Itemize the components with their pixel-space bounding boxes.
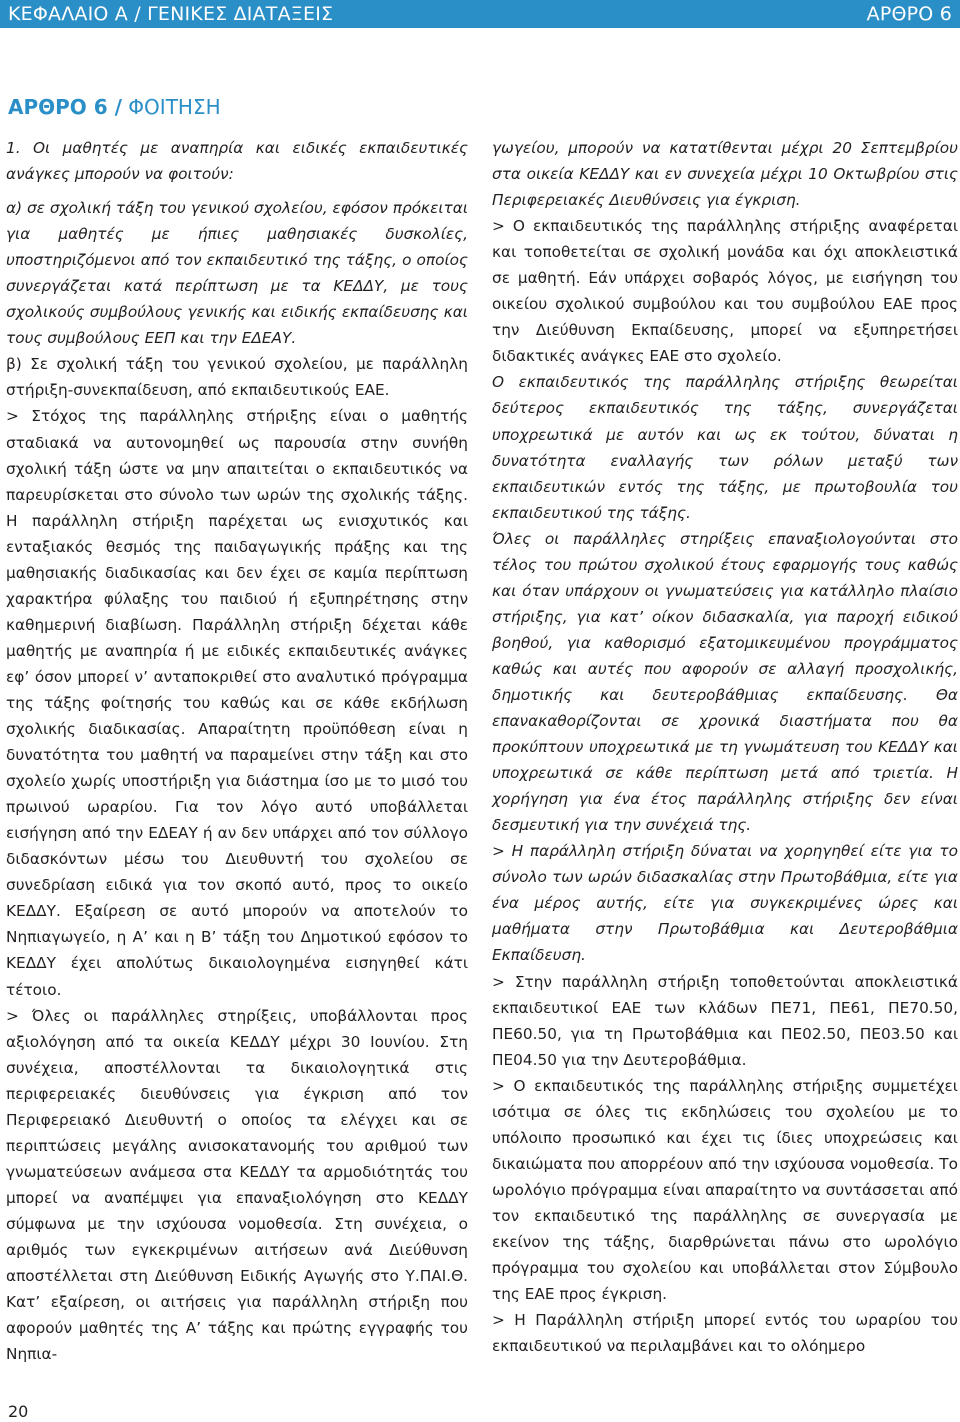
- chapter-title: ΚΕΦΑΛΑΙΟ Α / ΓΕΝΙΚΕΣ ΔΙΑΤΑΞΕΙΣ: [8, 3, 334, 25]
- paragraph-all-day: > Η Παράλληλη στήριξη μπορεί εντός του ωραρίου του εκπαιδευτικού να περιλαμβάνει και το ολόημερο: [492, 1311, 958, 1356]
- article-topic: ΦΟΙΤΗΣΗ: [121, 95, 221, 119]
- article-label: ΑΡΘΡΟ 6: [866, 3, 952, 25]
- paragraph-reevaluation: Όλες οι παράλληλες στηρίξεις επαναξιολογούνται στο τέλος του πρώτου σχολικού έτους εφαρμογής τους καθώς και όταν υπάρχουν οι γνωματεύσεις για κατάλληλο πλαίσιο στήριξης, για κατ’ οίκον διδασκαλία, για παροχή ειδικού βοηθού, για καθορισμό εξατομικευμένου προγράμματος καθώς και αυτές που αφορούν σε αλλαγή προσχολικής, δημοτικής και δευτεροβάθμιας εκπαίδευσης. Θα επανακαθορίζονται σε χρονικά διαστήματα που θα προκύπτουν υποχρεωτικά με τη γνωμάτευση του ΚΕΔΔΥ και υποχρεωτικά σε κάθε περίπτωση μετά από τριετία. Η χορήγηση για ένα έτος παράλληλης στήριξης δεν είναι δεσμευτική για την συνέχειά της.: [492, 529, 958, 835]
- right-column: [492, 135, 958, 1359]
- paragraph-goal: > Στόχος της παράλληλης στήριξης είναι ο μαθητής σταδιακά να αυτονομηθεί ως παρουσία στην συνήθη σχολική τάξη ώστε να μην απαιτείται ο εκπαιδευτικός να παρευρίσκεται στο σύνολο των ωρών της σχολικής τάξης. Η παράλληλη στήριξη παρέχεται ως ενισχυτικός και ενταξιακός θεσμός της παιδαγωγικής πράξης και της μαθησιακής διαδικασίας και δεν έχει σε καμία περίπτωση χαρακτήρα φύλαξης του παιδιού ή εξυπηρέτησης στην καθημερινή διαβίωση. Παράλληλη στήριξη δέχεται κάθε μαθητής με αναπηρία ή με ειδικές εκπαιδευτικές ανάγκες εφ’ όσον μπορεί ν’ ανταποκριθεί στο αναλυτικό πρόγραμμα της τάξης φοίτησής του καθώς και σε κάθε εκδήλωση σχολικής διαδικασίας. Απαραίτητη προϋπόθεση είναι η δυνατότητα του μαθητή να παραμείνει στην τάξη και στο σχολείο χωρίς υποστήριξη για διάστημα ίσο με το μισό του πρωινού ωραρίου. Για τον λόγο αυτό υποβάλλεται εισήγηση από την ΕΔΕΑΥ ή αν δεν υπάρχει από τον σύλλογο διδασκόντων μέσω του Διευθυντή του σχολείου σε συνεδρίαση ειδικά για τον σκοπό αυτό, προς το οικείο ΚΕΔΔΥ. Εξαίρεση σε αυτό μπορούν να αποτελούν το Νηπιαγωγείο, η Α’ και η Β’ τάξη του Δημοτικού εφόσον το ΚΕΔΔΥ έχει απολύτως δικαιολογημένα εισηγηθεί κάτι τέτοιο.: [6, 407, 468, 999]
- page-number: 20: [8, 1402, 29, 1421]
- chapter-header-bar: [0, 0, 960, 28]
- paragraph-b: β) Σε σχολική τάξη του γενικού σχολείου, με παράλληλη στήριξη-συνεκπαίδευση, από εκπαιδευτικούς ΕΑΕ.: [6, 355, 468, 400]
- article-number: ΑΡΘΡΟ 6 /: [8, 95, 122, 119]
- paragraph-intro: 1. Οι μαθητές με αναπηρία και ειδικές εκπαιδευτικές ανάγκες μπορούν να φοιτούν:: [6, 139, 468, 184]
- paragraph-continued: γωγείου, μπορούν να κατατίθενται μέχρι 20 Σεπτεμβρίου στα οικεία ΚΕΔΔΥ και εν συνεχεία μέχρι 10 Οκτωβρίου στις Περιφερειακές Διευθύνσεις για έγκριση.: [492, 139, 958, 210]
- paragraph-second-teacher: Ο εκπαιδευτικός της παράλληλης στήριξης θεωρείται δεύτερος εκπαιδευτικός της τάξης, συνεργάζεται υποχρεωτικά με αυτόν και ως εκ τούτου, δύναται η δυνατότητα εναλλαγής των ρόλων μεταξύ των εκπαιδευτικών εντός της τάξης, με πρωτοβουλία του εκπαιδευτικού της τάξης.: [492, 373, 958, 522]
- paragraph-hours: > Η παράλληλη στήριξη δύναται να χορηγηθεί είτε για το σύνολο των ωρών διδασκαλίας στην Πρωτοβάθμια, είτε για ένα μέρος αυτής, είτε για συγκεκριμένες ώρες και μαθήματα στην Πρωτοβάθμια και Δευτεροβάθμια Εκπαίδευση.: [492, 842, 958, 965]
- left-column: [6, 135, 468, 1367]
- paragraph-placement: > Ο εκπαιδευτικός της παράλληλης στήριξης αναφέρεται και τοποθετείται σε σχολική μονάδα και όχι αποκλειστικά σε μαθητή. Εάν υπάρχει σοβαρός λόγος, με εισήγηση του οικείου σχολικού συμβούλου και του συμβούλου ΕΑΕ προς την Διεύθυνση Εκπαίδευσης, μπορεί να εξυπηρετήσει διδακτικές ανάγκες ΕΑΕ στο σχολείο.: [492, 217, 958, 366]
- paragraph-participation: > Ο εκπαιδευτικός της παράλληλης στήριξης συμμετέχει ισότιμα σε όλες τις εκδηλώσεις του σχολείου με το υπόλοιπο προσωπικό και έχει τις ίδιες υποχρεώσεις και δικαιώματα που απορρέουν από την ισχύουσα νομοθεσία. Το ωρολόγιο πρόγραμμα είναι απαραίτητο να συντάσσεται από τον εκπαιδευτικό της παράλληλης σε συνεργασία με εκείνον της τάξης, διαρθρώνεται πάνω στο ωρολόγιο πρόγραμμα του σχολείου και υποβάλλεται στον Σύμβουλο της ΕΑΕ προς έγκριση.: [492, 1076, 958, 1304]
- article-title: [8, 95, 221, 119]
- paragraph-a: α) σε σχολική τάξη του γενικού σχολείου, εφόσον πρόκειται για μαθητές με ήπιες μαθησιακές δυσκολίες, υποστηριζόμενοι από τον εκπαιδευτικό της τάξης, ο οποίος συνεργάζεται κατά περίπτωση με τα ΚΕΔΔΥ, με τους σχολικούς συμβούλους γενικής και ειδικής εκπαίδευσης και τους συμβούλους ΕΕΠ και την ΕΔΕΑΥ.: [6, 199, 468, 348]
- paragraph-evaluation: > Όλες οι παράλληλες στηρίξεις, υποβάλλονται προς αξιολόγηση από τα οικεία ΚΕΔΔΥ μέχρι 30 Ιουνίου. Στη συνέχεια, αποστέλλονται τα δικαιολογητικά στις περιφερειακές διευθύνσεις για έγκριση από τον Περιφερειακό Διευθυντή ο οποίος τα ελέγχει και σε περιπτώσεις μεγάλης ανισοκατανομής του αριθμού των γνωματεύσεων ανάμεσα στα ΚΕΔΔΥ τα αρμοδιότητάς του μπορεί να αναπέμψει για επαναξιολόγηση στο ΚΕΔΔΥ σύμφωνα με την ισχύουσα νομοθεσία. Στη συνέχεια, ο αριθμός των εγκεκριμένων αιτήσεων ανά Διεύθυνση αποστέλλεται στη Διεύθυνση Ειδικής Αγωγής στο Υ.ΠΑΙ.Θ. Κατ’ εξαίρεση, οι αιτήσεις για παράλληλη στήριξη που αφορούν μαθητές της Α’ τάξης και πρώτης εγγραφής του Νηπια-: [6, 1006, 468, 1364]
- paragraph-branches: > Στην παράλληλη στήριξη τοποθετούνται αποκλειστικά εκπαιδευτικοί ΕΑΕ των κλάδων ΠΕ71, ΠΕ61, ΠΕ70.50, ΠΕ60.50, για τη Πρωτοβάθμια και ΠΕ02.50, ΠΕ03.50 και ΠΕ04.50 για την Δευτεροβάθμια.: [492, 972, 958, 1069]
